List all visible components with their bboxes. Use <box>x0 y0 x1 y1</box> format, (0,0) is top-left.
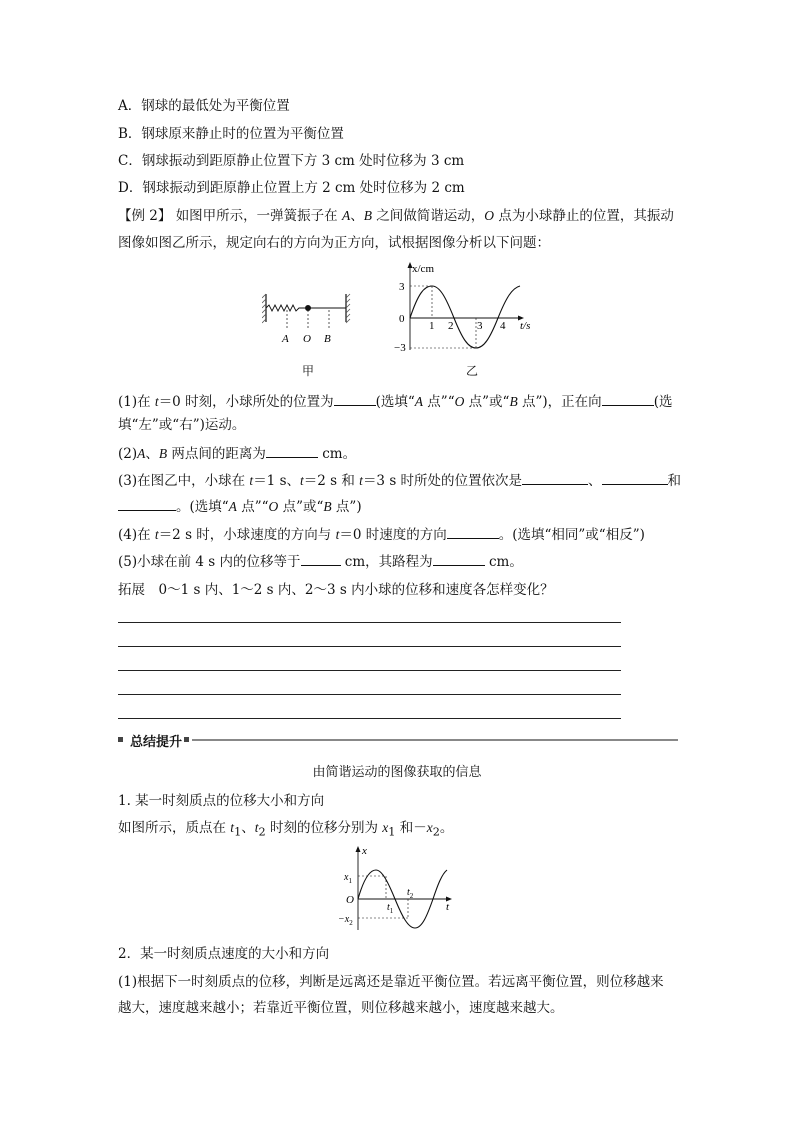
tick-y-0: 0 <box>399 313 405 325</box>
label-t1: $t_1$ <box>387 902 394 915</box>
square-bullet-icon <box>118 737 123 742</box>
x-axis-label: x <box>362 845 367 857</box>
question-4: (4)在 t＝2 s 时，小球速度的方向与 t＝0 时速度的方向 。(选填“相同”或“相反”) <box>118 524 645 545</box>
example-line-1: 【例 2】 如图甲所示，一弹簧振子在 A、B 之间做简谐运动，O 点为小球静止的位置，其振动 <box>118 208 674 224</box>
sine-curve <box>410 286 520 348</box>
y-axis-label: x/cm <box>412 263 434 275</box>
summary-item-2-line-1: (1)根据下一时刻质点的位移，判断是远离还是靠近平衡位置。若远离平衡位置，则位移越来 <box>118 974 664 990</box>
answer-line[interactable] <box>118 646 621 647</box>
label-b: B <box>324 333 331 345</box>
question-3: (3)在图乙中，小球在 t＝1 s、t＝2 s 和 t＝3 s 时所处的位置依次是 、 和 <box>118 470 681 491</box>
blank-q5-displacement[interactable] <box>301 551 341 566</box>
divider <box>192 739 678 741</box>
label-t2: $t_2$ <box>407 887 414 900</box>
question-5: (5)小球在前 4 s 内的位移等于 cm，其路程为 cm。 <box>118 551 523 572</box>
tick-y-3: 3 <box>399 281 405 293</box>
x-axis-label: t/s <box>520 320 531 332</box>
t-axis-label: t <box>446 901 450 913</box>
label-x1: $x_1$ <box>344 872 352 885</box>
tick-x-1: 1 <box>429 320 435 332</box>
answer-line[interactable] <box>118 718 621 719</box>
label-a: A <box>282 333 289 345</box>
question-2: (2)A、B 两点间的距离为 cm。 <box>118 443 356 464</box>
blank-q5-path[interactable] <box>433 551 485 566</box>
summary-heading: 总结提升 <box>130 735 183 750</box>
summary-title: 由简谐运动的图像获取的信息 <box>312 765 482 780</box>
blank-q3-first[interactable] <box>522 470 588 485</box>
figure-displacement-graph <box>336 842 466 934</box>
square-bullet-icon <box>184 737 189 742</box>
summary-item-1-text: 如图所示，质点在 $t_1$、$t_2$ 时刻的位移分别为 $x_1$ 和$-x_2$。 <box>118 820 454 839</box>
option-c: C．钢球振动到距原静止位置下方 3 cm 处时位移为 3 cm <box>118 153 465 169</box>
question-3-line-2: 。(选填“A 点”“O 点”或“B 点”) <box>118 496 362 517</box>
example-line-2: 图像如图乙所示，规定向右的方向为正方向，试根据图像分析以下问题： <box>118 235 550 251</box>
blank-q3-third[interactable] <box>118 496 176 511</box>
blank-q1-direction[interactable] <box>602 391 654 406</box>
tick-y-minus3: −3 <box>394 342 406 354</box>
answer-line[interactable] <box>118 670 621 671</box>
tick-x-3: 3 <box>477 320 483 332</box>
blank-q1-position[interactable] <box>334 391 376 406</box>
summary-item-2: 2．某一时刻质点速度的大小和方向 <box>118 946 330 962</box>
option-a: A．钢球的最低处为平衡位置 <box>118 98 290 114</box>
label-o: O <box>303 333 311 345</box>
blank-q2-distance[interactable] <box>266 443 318 458</box>
answer-line[interactable] <box>118 622 621 623</box>
tick-x-2: 2 <box>448 320 454 332</box>
extension-question: 拓展 0～1 s 内、1～2 s 内、2～3 s 内小球的位移和速度各怎样变化？ <box>118 582 554 598</box>
caption-jia: 甲 <box>302 364 315 378</box>
summary-item-1: 1. 某一时刻质点的位移大小和方向 <box>118 793 325 809</box>
figure-oscillation-graph <box>392 258 542 358</box>
tick-x-4: 4 <box>500 320 506 332</box>
question-1-line-2: 填“左”或“右”)运动。 <box>118 417 246 433</box>
caption-yi: 乙 <box>466 364 479 378</box>
summary-item-2-line-2: 越大，速度越来越小；若靠近平衡位置，则位移越来越小，速度越来越大。 <box>118 1000 564 1016</box>
summary-heading-bar <box>118 731 678 749</box>
question-1: (1)在 t＝0 时刻，小球所处的位置为 (选填“A 点”“O 点”或“B 点”)，正在向 (选 <box>118 391 672 412</box>
answer-line[interactable] <box>118 694 621 695</box>
option-b: B．钢球原来静止时的位置为平衡位置 <box>118 126 344 142</box>
label-origin: O <box>346 894 354 906</box>
example-tag: 【例 2】 <box>118 208 172 224</box>
option-d: D．钢球振动到距原静止位置上方 2 cm 处时位移为 2 cm <box>118 180 465 196</box>
blank-q4-direction[interactable] <box>447 524 499 539</box>
blank-q3-second[interactable] <box>602 470 668 485</box>
label-minus-x2: $-x_2$ <box>338 914 353 927</box>
